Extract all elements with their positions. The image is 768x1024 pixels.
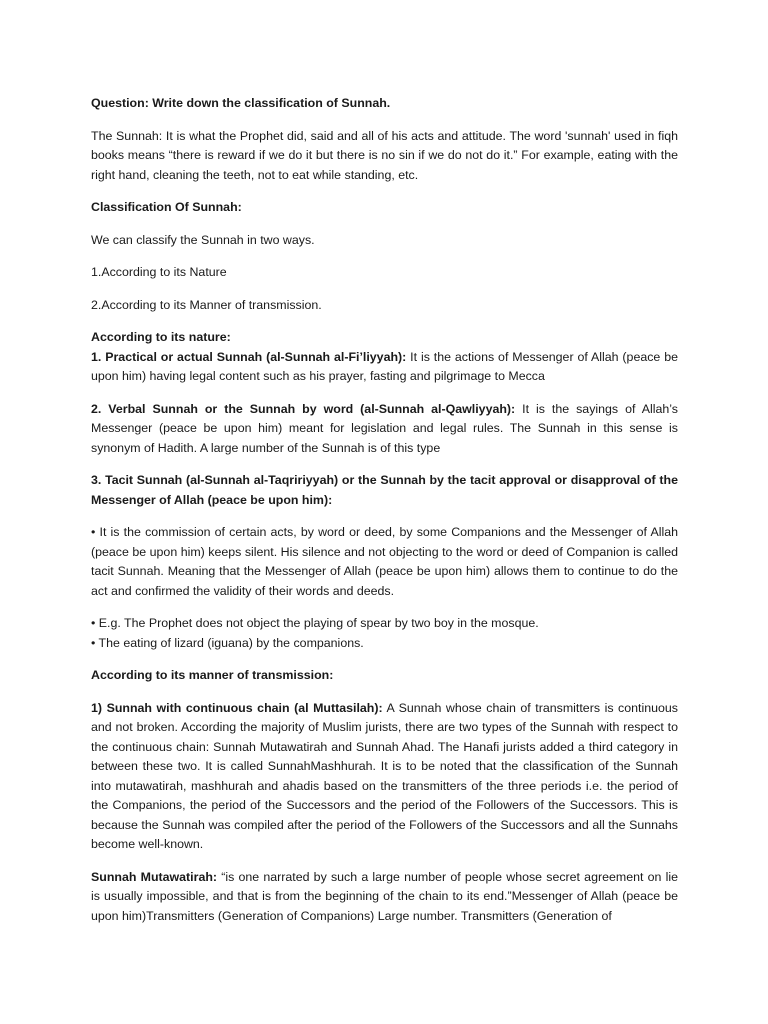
- nature-heading: According to its nature:: [91, 330, 231, 344]
- mutawatirah-text: “is one narrated by such a large number of people whose secret agreement on lie is usually impossible, and that is from the beginning of the chain to its end.”Messenger of Allah (peace be upon him)Transmitters (Generation of Companions) Large number. Transmitters (Generation of: [91, 869, 678, 923]
- mutawatirah-paragraph: [91, 868, 678, 927]
- verbal-sunnah-text: It is the sayings of Allah’s Messenger (peace be upon him) meant for legislation and legal rules. The Sunnah in this sense is synonym of Hadith. A large number of the Sunnah is of this type: [91, 401, 678, 455]
- verbal-sunnah-title: 2. Verbal Sunnah or the Sunnah by word (al-Sunnah al-Qawliyyah):: [91, 401, 516, 416]
- tacit-bullet-example-lizard: • The eating of lizard (iguana) by the companions.: [91, 635, 364, 650]
- question-heading: Question: Write down the classification of Sunnah.: [91, 96, 391, 110]
- tacit-sunnah-heading: 3. Tacit Sunnah (al-Sunnah al-Taqririyyah) or the Sunnah by the tacit approval or disapproval of the Messenger of Allah (peace be upon him):: [91, 473, 678, 507]
- sunnah-definition: The Sunnah: It is what the Prophet did, said and all of his acts and attitude. The word 'sunnah' used in fiqh books means “there is reward if we do it but there is no sin if we do not do it.” For example, eating with the right hand, cleaning the teeth, not to eat while standing, etc.: [91, 128, 678, 182]
- tacit-bullet-definition: • It is the commission of certain acts, by word or deed, by some Companions and the Messenger of Allah (peace be upon him) keeps silent. His silence and not objecting to the word or deed of Companion is called tacit Sunnah. Meaning that the Messenger of Allah (peace be upon him) allows them to continue to do the act and confirmed the validity of their words and deeds.: [91, 525, 678, 598]
- tacit-bullet-example-spear: • E.g. The Prophet does not object the playing of spear by two boy in the mosque.: [91, 616, 539, 630]
- practical-sunnah-paragraph: [91, 348, 678, 387]
- classification-heading: Classification Of Sunnah:: [91, 200, 242, 214]
- verbal-sunnah-paragraph: [91, 400, 678, 459]
- way-nature: 1.According to its Nature: [91, 265, 227, 279]
- continuous-chain-title: 1) Sunnah with continuous chain (al Muttasilah):: [91, 700, 383, 715]
- transmission-heading: According to its manner of transmission:: [91, 668, 334, 682]
- mutawatirah-title: Sunnah Mutawatirah:: [91, 869, 218, 884]
- way-transmission: 2.According to its Manner of transmission.: [91, 297, 322, 312]
- practical-sunnah-text: It is the actions of Messenger of Allah (peace be upon him) having legal content such as his prayer, fasting and pilgrimage to Mecca: [91, 349, 678, 383]
- continuous-chain-paragraph: [91, 699, 678, 855]
- classify-intro: We can classify the Sunnah in two ways.: [91, 232, 315, 247]
- practical-sunnah-title: 1. Practical or actual Sunnah (al-Sunnah al-Fi’liyyah):: [91, 349, 407, 364]
- continuous-chain-text: A Sunnah whose chain of transmitters is continuous and not broken. According the majority of Muslim jurists, there are two types of the Sunnah with respect to the continuous chain: Sunnah Mutawatirah and Sunnah Ahad. The Hanafi jurists added a third category in between these two. It is called SunnahMashhurah. It is to be noted that the classification of the Sunnah into mutawatirah, mashhurah and ahadis based on the transmitters of the three periods i.e. the period of the Companions, the period of the Successors and the period of the Followers of the Successors. This is because the Sunnah was compiled after the period of the Followers of the Successors and all the Sunnahs become well-known.: [91, 700, 678, 851]
